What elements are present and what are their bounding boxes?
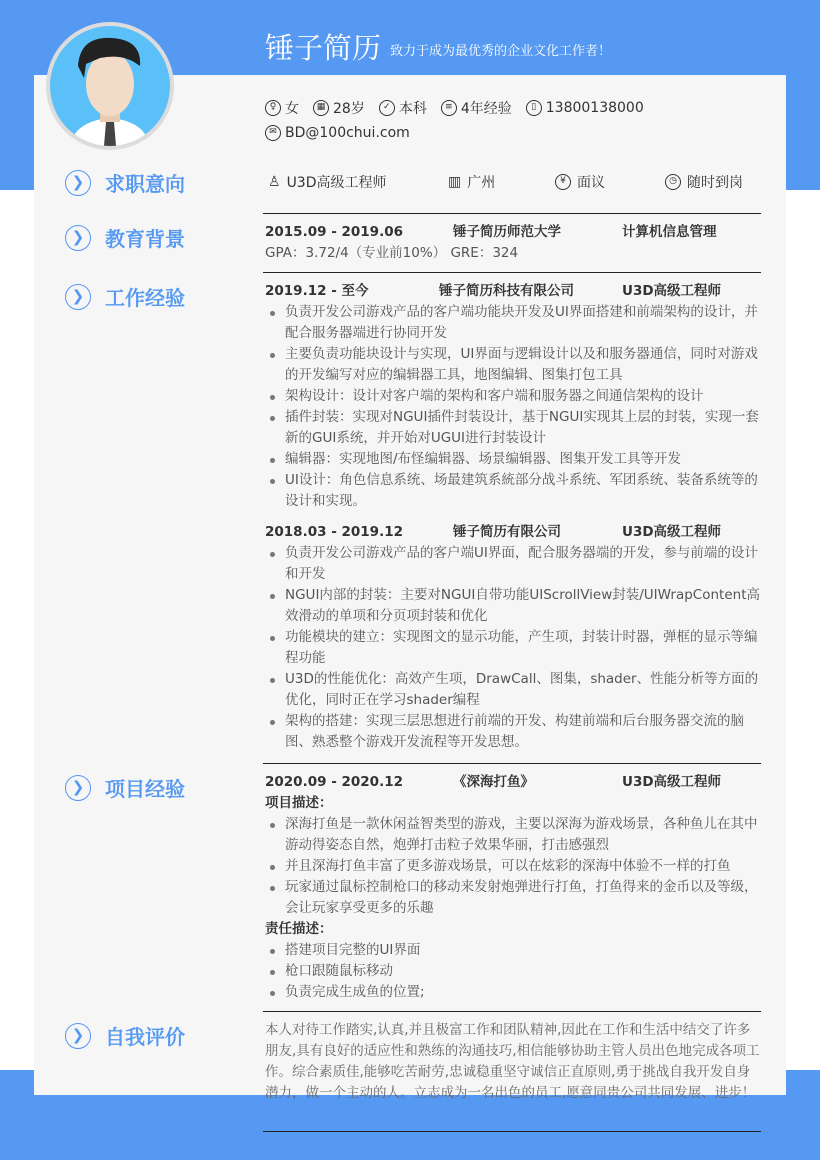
mail-icon: ✉ bbox=[265, 125, 281, 141]
degree: 本科 bbox=[398, 101, 427, 117]
chevron-right-icon: ❯ bbox=[65, 1023, 91, 1049]
divider bbox=[263, 272, 761, 273]
list-item: 负责开发公司游戏产品的客户端功能块开发及UI界面搭建和前端架构的设计，并配合服务器端进行协同开发 bbox=[265, 302, 760, 344]
avatar bbox=[46, 22, 174, 150]
personal-info bbox=[265, 98, 644, 118]
intent-city: ▥ 广州 bbox=[448, 174, 496, 191]
experience: 4年经验 bbox=[460, 101, 512, 117]
list-item: 搭建项目完整的UI界面 bbox=[265, 940, 760, 961]
chevron-right-icon: ❯ bbox=[65, 225, 91, 251]
divider bbox=[263, 1131, 761, 1132]
section-work: ❯ 工作经验 bbox=[65, 282, 185, 311]
chevron-right-icon: ❯ bbox=[65, 170, 91, 196]
self-evaluation: 本人对待工作踏实,认真,并且极富工作和团队精神,因此在工作和生活中结交了许多朋友,具有良好的适应性和熟练的沟通技巧,相信能够协助主管人员出色地完成各项工作。综合素质佳,能够吃苦耐劳,忠诚稳重坚守诚信正直原则,勇于挑战自我开发自身潜力，做一个主动的人。立志成为一名出色的员工,愿意同贵公司共同发展、进步！ bbox=[265, 1022, 760, 1101]
intent-salary: ¥ 面议 bbox=[555, 172, 605, 192]
section-self: ❯ 自我评价 bbox=[65, 1021, 185, 1050]
work-items-1 bbox=[265, 302, 760, 512]
yen-icon: ¥ bbox=[555, 174, 571, 190]
tie-icon: ♙ bbox=[268, 174, 281, 190]
divider bbox=[263, 763, 761, 764]
list-item: 插件封装：实现对NGUI插件封装设计，基于NGUI实现其上层的封装，实现一套新的GUI系统，并开始对UGUI进行封装设计 bbox=[265, 407, 760, 449]
intent-position: ♙ U3D高级工程师 bbox=[268, 174, 387, 191]
list-item: 架构的搭建：实现三层思想进行前端的开发、构建前端和后台服务器交流的脑图、熟悉整个游戏开发流程等开发思想。 bbox=[265, 711, 760, 753]
chevron-right-icon: ❯ bbox=[65, 775, 91, 801]
calendar-icon: ▦ bbox=[313, 100, 329, 116]
education-detail: GPA：3.72/4（专业前10%） GRE：324 bbox=[265, 245, 519, 261]
list-item: U3D的性能优化：高效产生项，DrawCall、图集，shader、性能分析等方面的优化，同时正在学习shader编程 bbox=[265, 669, 760, 711]
list-item: 负责开发公司游戏产品的客户端UI界面，配合服务器端的开发，参与前端的设计和开发 bbox=[265, 543, 760, 585]
list-item: 编辑器：实现地图/布怪编辑器、场景编辑器、图集开发工具等开发 bbox=[265, 449, 760, 470]
graduation-cap-icon: ✓ bbox=[379, 100, 395, 116]
section-intent: ❯ 求职意向 bbox=[65, 168, 185, 197]
list-item: 深海打鱼是一款休闲益智类型的游戏，主要以深海为游戏场景，各种鱼儿在其中游动得姿态自然，炮弹打击粒子效果华丽，打击感强烈 bbox=[265, 814, 760, 856]
work-items-2 bbox=[265, 543, 760, 753]
age: 28岁 bbox=[333, 101, 365, 117]
list-item: NGUI内部的封装：主要对NGUI自带功能UIScrollView封装/UIWrapContent高效滑动的单项和分页项封装和优化 bbox=[265, 585, 760, 627]
phone-icon: ▯ bbox=[526, 100, 542, 116]
resume-name: 锤子简历 bbox=[265, 31, 382, 65]
list-item: UI设计：角色信息系统、场最建筑系統部分战斗系统、军团系统、装备系统等的设计和实现。 bbox=[265, 470, 760, 512]
list-item: 负责完成生成鱼的位置; bbox=[265, 982, 760, 1003]
work-list: 2019.12 - 至今 锤子简历科技有限公司 U3D高级工程师 负责开发公司游戏产品的客户端功能块开发及UI界面搭建和前端架构的设计，并配合服务器端进行协同开发 主要负责功能块设计与实现，UI界面与逻辑设计以及和服务器通信，同时对游戏的开发编写对应的编辑器工具，地图编辑、图集打包工具 架构设计：设计对客户端的架构和客户端和服务器之间通信架构的设计 插件封装：实现对NGUI插件封装设计，基于NGUI实现其上层的封装，实现一套新的GUI系统，并开始对UGUI进行封装设计 编辑器：实现地图/布怪编辑器、场景编辑器、图集开发工具等开发 UI设计：角色信息系统、场最建筑系統部分战斗系统、军团系统、装备系统等的设计和实现。 2018.03 - 2019.12 锤子简历有限公司 U3D高级工程师 负责开发公司游戏产品的客户端UI界面，配合服务器端的开发，参与前端的设计和开发 NGUI内部的封装：主要对NGUI自带功能UIScrollView封装/UIWrapContent高效滑动的单项和分页项封装和优化 功能模块的建立：实现图文的显示功能，产生项，封装计时器，弹框的显示等编程功能 U3D的性能优化：高效产生项，DrawCall、图集，shader、性能分析等方面的优化，同时正在学习shader编程 架构的搭建：实现三层思想进行前端的开发、构建前端和后台服务器交流的脑图、熟悉整个游戏开发流程等开发思想。 bbox=[265, 281, 760, 753]
section-education: ❯ 教育背景 bbox=[65, 223, 185, 252]
motto: 致力于成为最优秀的企业文化工作者！ bbox=[390, 44, 612, 59]
project-entry: 2020.09 - 2020.12 《深海打鱼》 U3D高级工程师 项目描述： 深海打鱼是一款休闲益智类型的游戏，主要以深海为游戏场景，各种鱼儿在其中游动得姿态自然，炮弹打击粒子效果华丽，打击感强烈 并且深海打鱼丰富了更多游戏场景，可以在炫彩的深海中体验不一样的打鱼 玩家通过鼠标控制枪口的移动来发射炮弹进行打鱼，打鱼得来的金币以及等级，会让玩家享受更多的乐趣 责任描述： 搭建项目完整的UI界面 枪口跟随鼠标移动 负责完成生成鱼的位置; bbox=[265, 772, 760, 1003]
list-item: 玩家通过鼠标控制枪口的移动来发射炮弹进行打鱼，打鱼得来的金币以及等级，会让玩家享受更多的乐趣 bbox=[265, 877, 760, 919]
list-item: 架构设计：设计对客户端的架构和客户端和服务器之间通信架构的设计 bbox=[265, 386, 760, 407]
list-item: 功能模块的建立：实现图文的显示功能，产生项，封装计时器，弹框的显示等编程功能 bbox=[265, 627, 760, 669]
section-project: ❯ 项目经验 bbox=[65, 773, 185, 802]
clock-icon: ◷ bbox=[665, 174, 681, 190]
education-entry: 2015.09 - 2019.06 锤子简历师范大学 计算机信息管理 GPA：3.72/4（专业前10%） GRE：324 bbox=[265, 222, 760, 264]
gender-icon: ♀ bbox=[265, 100, 281, 116]
list-item: 主要负责功能块设计与实现，UI界面与逻辑设计以及和服务器通信，同时对游戏的开发编写对应的编辑器工具，地图编辑、图集打包工具 bbox=[265, 344, 760, 386]
gender: 女 bbox=[285, 101, 299, 117]
phone: 13800138000 bbox=[545, 100, 644, 116]
list-item: 并且深海打鱼丰富了更多游戏场景，可以在炫彩的深海中体验不一样的打鱼 bbox=[265, 856, 760, 877]
chevron-right-icon: ❯ bbox=[65, 284, 91, 310]
divider bbox=[263, 213, 761, 214]
document-icon: ≡ bbox=[441, 100, 457, 116]
building-icon: ▥ bbox=[448, 174, 462, 190]
list-item: 枪口跟随鼠标移动 bbox=[265, 961, 760, 982]
intent-availability: ◷ 随时到岗 bbox=[665, 172, 743, 192]
divider bbox=[263, 1011, 761, 1012]
email[interactable]: BD@100chui.com bbox=[285, 125, 410, 141]
